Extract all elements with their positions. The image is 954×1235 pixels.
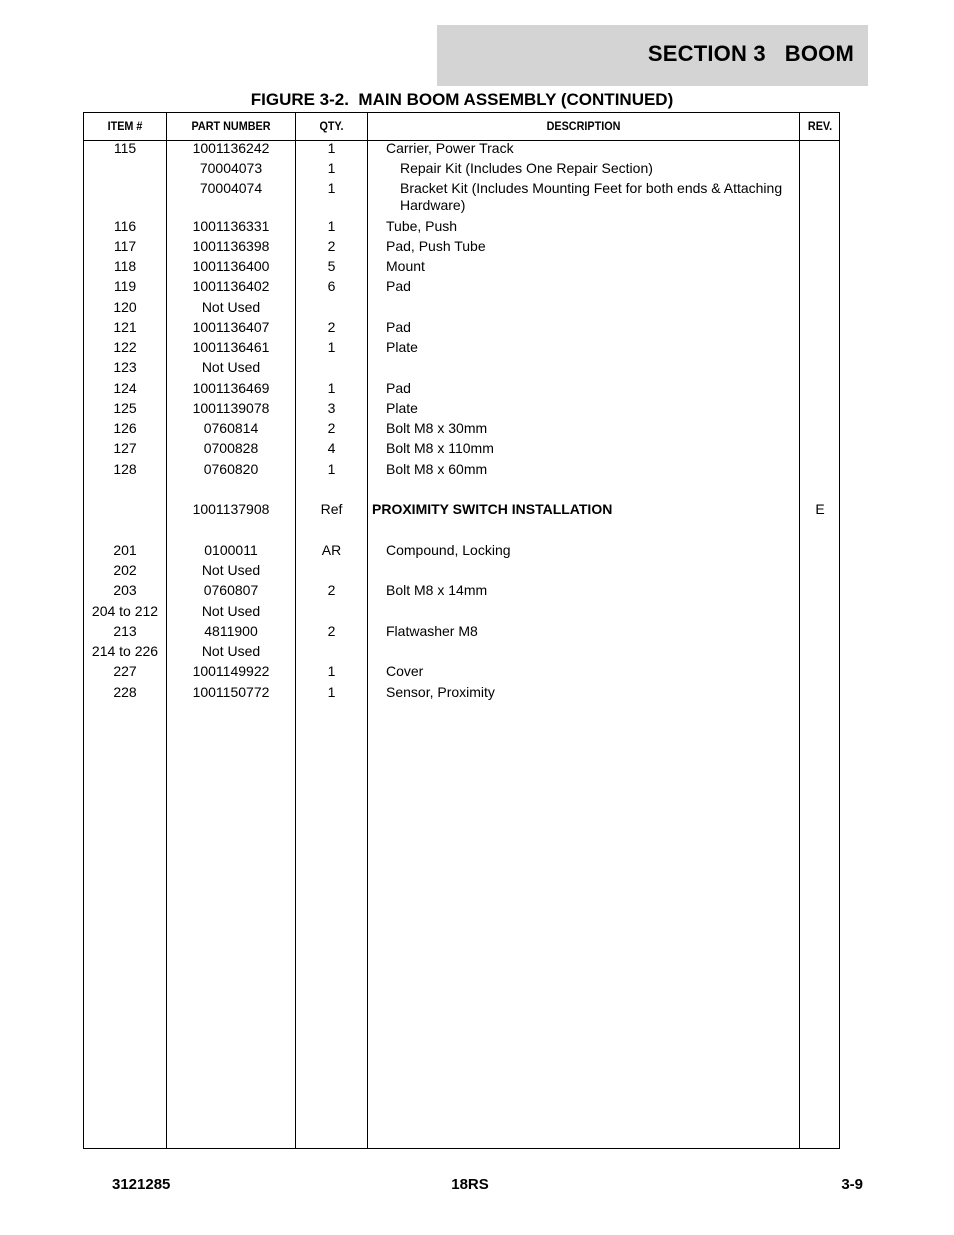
description: PROXIMITY SWITCH INSTALLATION	[372, 501, 613, 517]
quantity: 6	[327, 278, 336, 294]
description: Pad, Push Tube	[386, 238, 486, 254]
description: Bolt M8 x 60mm	[386, 461, 488, 477]
quantity: 1	[327, 461, 336, 477]
quantity: 2	[327, 582, 336, 598]
item-number: 213	[113, 623, 137, 639]
part-number: 0760814	[203, 420, 259, 436]
column-header-item: ITEM #	[107, 119, 143, 133]
item-number: 123	[113, 359, 137, 375]
quantity: AR	[321, 542, 342, 558]
section-tab	[437, 25, 868, 86]
description: Cover	[386, 663, 424, 679]
column-header-qty: QTY.	[319, 119, 344, 133]
description: Bracket Kit (Includes Mounting Feet for both ends & Attaching Hardware)	[400, 180, 783, 213]
item-number: 115	[113, 140, 137, 156]
footer-page-number: 3-9	[841, 1176, 863, 1193]
quantity: 1	[327, 339, 336, 355]
part-number: 0100011	[204, 542, 258, 558]
description: Flatwasher M8	[386, 623, 478, 639]
footer-model: 18RS	[451, 1176, 489, 1193]
item-number: 125	[113, 400, 137, 416]
quantity: 1	[327, 160, 336, 176]
quantity: 1	[327, 663, 336, 679]
quantity: 5	[327, 258, 336, 274]
description: Bolt M8 x 110mm	[386, 440, 494, 456]
part-number: 0700828	[203, 440, 259, 456]
item-number: 124	[113, 380, 137, 396]
item-number: 204 to 212	[91, 603, 159, 619]
quantity: 2	[327, 319, 336, 335]
quantity: 2	[327, 238, 336, 254]
column-divider	[799, 113, 800, 1148]
part-number: Not Used	[201, 299, 261, 315]
part-number: 1001136400	[192, 258, 270, 274]
description: Pad	[386, 380, 411, 396]
part-number: Not Used	[201, 359, 261, 375]
item-number: 201	[113, 542, 137, 558]
part-number: 0760820	[203, 461, 259, 477]
description: Plate	[386, 400, 418, 416]
part-number: 1001136407	[192, 319, 270, 335]
description: Pad	[386, 319, 411, 335]
part-number: 70004073	[199, 160, 263, 176]
item-number: 118	[113, 258, 137, 274]
description: Plate	[386, 339, 418, 355]
quantity: 2	[327, 420, 336, 436]
part-number: 4811900	[204, 623, 258, 639]
part-number: 1001136461	[192, 339, 270, 355]
quantity: 3	[327, 400, 336, 416]
item-number: 119	[113, 278, 137, 294]
quantity: 1	[327, 180, 336, 196]
item-number: 116	[113, 218, 137, 234]
column-header-part-number: PART NUMBER	[191, 119, 271, 133]
part-number: 1001136331	[192, 218, 270, 234]
item-number: 122	[113, 339, 137, 355]
quantity: 1	[327, 684, 336, 700]
part-number: 1001136242	[192, 140, 270, 156]
quantity: 2	[327, 623, 336, 639]
description: Compound, Locking	[386, 542, 511, 558]
description: Bolt M8 x 14mm	[386, 582, 488, 598]
part-number: 1001136398	[192, 238, 270, 254]
column-header-rev: REV.	[807, 119, 833, 133]
item-number: 203	[113, 582, 137, 598]
description: Bolt M8 x 30mm	[386, 420, 488, 436]
item-number: 228	[113, 684, 137, 700]
part-number: Not Used	[201, 603, 261, 619]
part-number: Not Used	[201, 643, 261, 659]
section-title: SECTION 3 BOOM	[647, 41, 854, 66]
description: Sensor, Proximity	[386, 684, 495, 700]
item-number: 120	[113, 299, 137, 315]
parts-table	[83, 112, 840, 1149]
part-number: 1001150772	[192, 684, 270, 700]
column-divider	[367, 113, 368, 1148]
quantity: 4	[327, 440, 336, 456]
revision: E	[815, 501, 825, 517]
figure-title: FIGURE 3-2. MAIN BOOM ASSEMBLY (CONTINUED)	[250, 90, 674, 109]
part-number: 1001136469	[192, 380, 270, 396]
part-number: 1001139078	[192, 400, 270, 416]
item-number: 127	[113, 440, 137, 456]
description: Pad	[386, 278, 411, 294]
item-number: 117	[113, 238, 137, 254]
quantity: 1	[327, 140, 336, 156]
description: Mount	[386, 258, 425, 274]
description: Tube, Push	[386, 218, 458, 234]
part-number: 1001137908	[192, 501, 270, 517]
quantity: 1	[327, 380, 336, 396]
part-number: 1001136402	[192, 278, 270, 294]
item-number: 128	[113, 461, 137, 477]
quantity: 1	[327, 218, 336, 234]
part-number: 70004074	[199, 180, 263, 196]
item-number: 214 to 226	[91, 643, 159, 659]
footer-doc-number: 3121285	[112, 1176, 171, 1193]
item-number: 126	[113, 420, 137, 436]
item-number: 121	[113, 319, 137, 335]
part-number: 1001149922	[192, 663, 270, 679]
column-header-description: DESCRIPTION	[546, 119, 621, 133]
item-number: 202	[113, 562, 137, 578]
description: Repair Kit (Includes One Repair Section)	[400, 160, 653, 176]
part-number: 0760807	[203, 582, 259, 598]
part-number: Not Used	[201, 562, 261, 578]
quantity: Ref	[320, 501, 343, 517]
description: Carrier, Power Track	[386, 140, 514, 156]
item-number: 227	[113, 663, 137, 679]
